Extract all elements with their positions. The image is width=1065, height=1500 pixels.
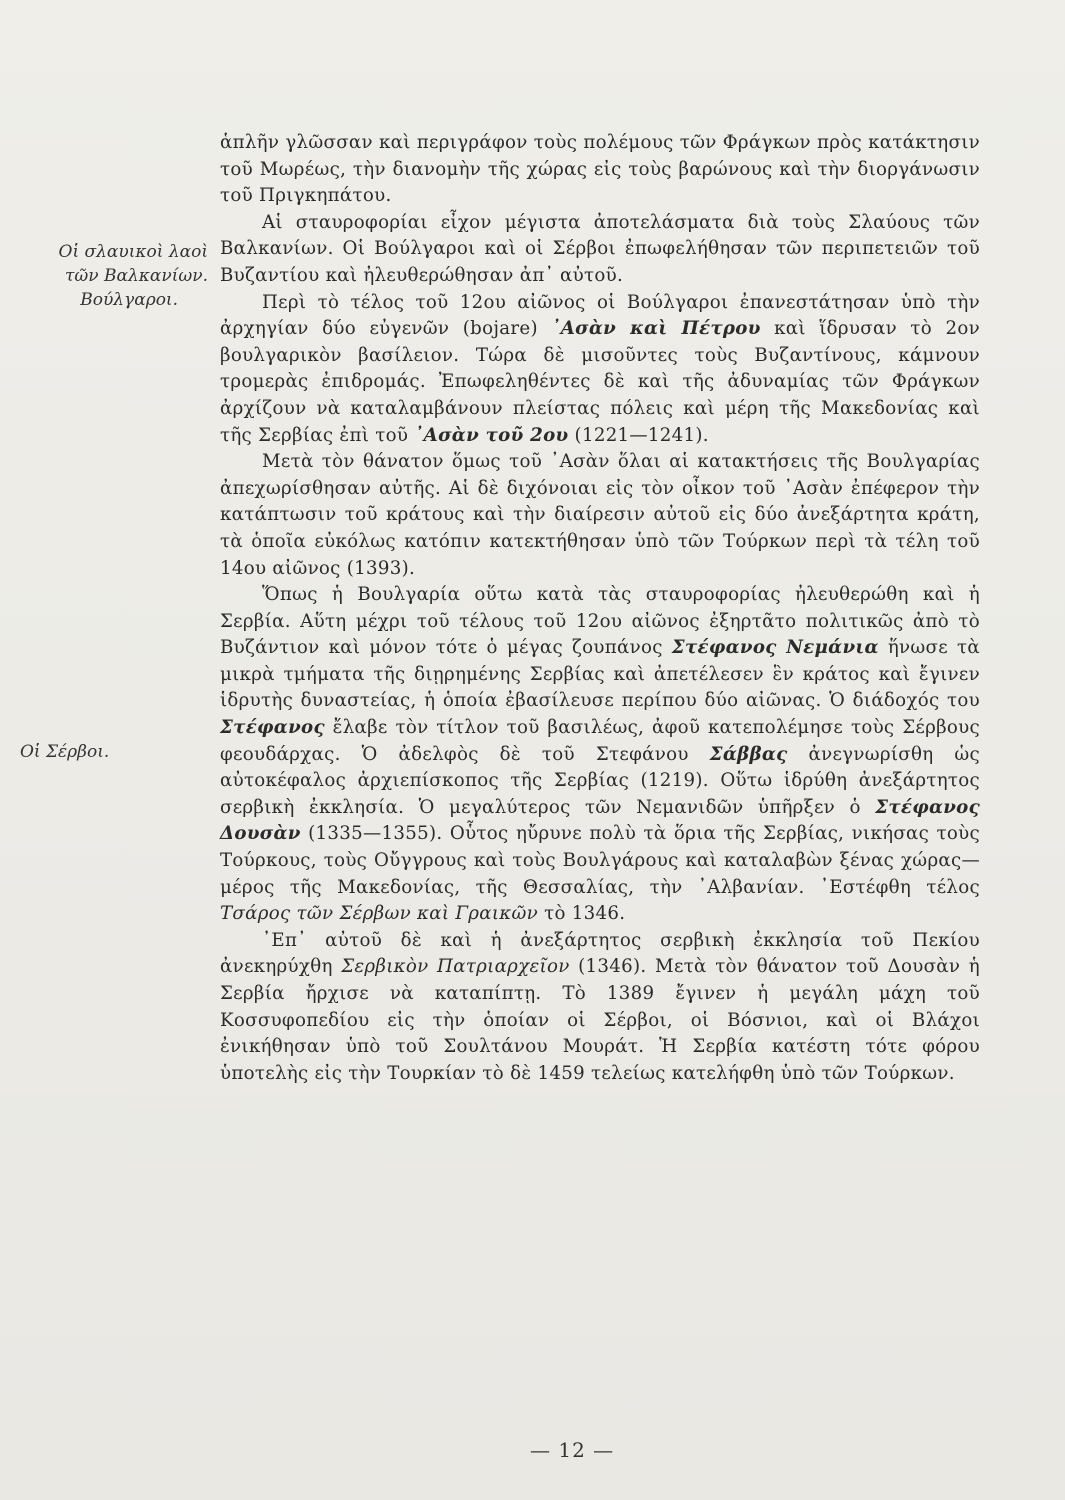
name-stefan-dusan: Στέφανος Δουσὰν bbox=[220, 796, 980, 845]
paragraph-3 bbox=[220, 290, 980, 450]
paragraph-5-c: ἔλαβε τὸν τίτλον τοῦ βασιλέως, ἀφοῦ κατεπολέμησε τοὺς Σέρβους φεουδάρχας. Ὁ ἀδελφὸς δὲ τοῦ Στεφάνου bbox=[220, 717, 980, 765]
body-text bbox=[220, 130, 980, 1087]
paragraph-6-b: (1346). Μετὰ τὸν θάνατον τοῦ Δουσὰν ἡ Σερβία ἤρχισε νὰ καταπίπτῃ. Τὸ 1389 ἔγινεν ἡ μεγάλη μάχη τοῦ Κοσσυφοπεδίου εἰς τὴν ὁποίαν οἱ Σέρβοι, οἱ Βόσνιοι, καὶ οἱ Βλάχοι ἐνικήθησαν ὑπὸ τοῦ Σουλτάνου Μουράτ. Ἡ Σερβία κατέστη τότε φόρου ὑποτελὴς εἰς τὴν Τουρκίαν τὸ δὲ 1459 τελείως κατελήφθη ὑπὸ τῶν Τούρκων. bbox=[220, 956, 980, 1084]
margin-note-slavs-line3: Βούλγαροι. bbox=[80, 290, 178, 310]
margin-note-serbs: Οἱ Σέρβοι. bbox=[20, 742, 110, 762]
paragraph-6-a: ᾽Επ᾽ αὐτοῦ δὲ καὶ ἡ ἀνεξάρτητος σερβικὴ ἐκκλησία τοῦ Πεκίου ἀνεκηρύχθη bbox=[220, 929, 980, 978]
name-stefan: Στέφανος bbox=[220, 717, 325, 739]
name-asan-2: ᾽Ασὰν τοῦ 2ου bbox=[414, 424, 569, 446]
paragraph-5-e: (1335—1355). Οὗτος ηὔρυνε πολὺ τὰ ὅρια τῆς Σερβίας, νικήσας τοὺς Τούρκους, τοὺς Οὔγγρους καὶ τοὺς Βουλγάρους καὶ καταλαβὼν ξένας χώρας—μέρος τῆς Μακεδονίας, τῆς Θεσσαλίας, τὴν ᾽Αλβανίαν. ᾽Εστέφθη τέλος bbox=[220, 823, 980, 898]
title-tsar: Τσάρος τῶν Σέρβων καὶ Γραικῶν bbox=[220, 903, 539, 925]
paragraph-5-f: τὸ 1346. bbox=[538, 903, 626, 925]
margin-note-slavs-line2: τῶν Βαλκανίων. bbox=[65, 266, 208, 286]
paragraph-5-b: ἥνωσε τὰ μικρὰ τμήματα τῆς διῃρημένης Σερβίας καὶ ἀπετέλεσεν ἓν κράτος καὶ ἔγινεν ἱδρυτὴς δυναστείας, ἡ ὁποία ἐβασίλευσε περίπου δύο αἰῶνας. Ὁ διάδοχός του bbox=[220, 637, 980, 712]
paragraph-4: Μετὰ τὸν θάνατον ὅμως τοῦ ᾽Ασὰν ὅλαι αἱ κατακτήσεις τῆς Βουλγαρίας ἀπεχωρίσθησαν αὐτῆς. Αἱ δὲ διχόνοιαι εἰς τὸν οἶκον τοῦ ᾽Ασὰν ἐπέφερον τὴν κατάπτωσιν τοῦ κράτους καὶ τὴν διαίρεσιν αὐτοῦ εἰς δύο ἀνεξάρτητα κράτη, τὰ ὁποῖα εὐκόλως κατόπιν κατεκτήθησαν ὑπὸ τῶν Τούρκων περὶ τὰ τέλη τοῦ 14ου αἰῶνος (1393). bbox=[220, 451, 980, 579]
paragraph-1: ἁπλῆν γλῶσσαν καὶ περιγράφον τοὺς πολέμους τῶν Φράγκων πρὸς κατάκτησιν τοῦ Μωρέως, τὴν διανομὴν τῆς χώρας εἰς τοὺς βαρώνους καὶ τὴν διοργάνωσιν τοῦ Πριγκηπάτου. bbox=[220, 132, 980, 207]
paragraph-3-a: Περὶ τὸ τέλος τοῦ 12ου αἰῶνος οἱ Βούλγαροι ἐπανεστάτησαν ὑπὸ τὴν ἀρχηγίαν δύο εὐγενῶν (bojare) bbox=[220, 291, 980, 340]
paragraph-3-c: (1221—1241). bbox=[568, 424, 709, 446]
margin-note-slavs-line1: Οἱ σλαυικοὶ λαοὶ bbox=[58, 242, 208, 262]
paragraph-6 bbox=[220, 928, 980, 1088]
title-patriarchate: Σερβικὸν Πατριαρχεῖον bbox=[341, 956, 570, 978]
name-asan-petros: ᾽Ασὰν καὶ Πέτρου bbox=[551, 318, 761, 340]
paragraph-2: Αἱ σταυροφορίαι εἶχον μέγιστα ἀποτελάσματα διὰ τοὺς Σλαύους τῶν Βαλκανίων. Οἱ Βούλγαροι καὶ οἱ Σέρβοι ἐπωφελήθησαν τῶν περιπετειῶν τοῦ Βυζαντίου καὶ ἠλευθερώθησαν ἀπ᾽ αὐτοῦ. bbox=[220, 211, 980, 286]
paragraph-5 bbox=[220, 582, 980, 928]
paragraph-5-d: ἀνεγνωρίσθη ὡς αὐτοκέφαλος ἀρχιεπίσκοπος τῆς Σερβίας (1219). Οὕτω ἱδρύθη ἀνεξάρτητος σερβικὴ ἐκκλησία. Ὁ μεγαλύτερος τῶν Νεμανιδῶν ὑπῆρξεν ὁ bbox=[220, 743, 981, 818]
margin-note-slavs bbox=[8, 240, 208, 312]
name-stefan-nemanja: Στέφανος Νεμάνια bbox=[671, 637, 879, 659]
name-savvas: Σάββας bbox=[709, 743, 788, 765]
paragraph-3-b: καὶ ἵδρυσαν τὸ 2ον βουλγαρικὸν βασίλειον. Τώρα δὲ μισοῦντες τοὺς Βυζαντίνους, κάμνουν τρομερὰς ἐπιδρομάς. Ἐπωφεληθέντες δὲ καὶ τῆς ἀδυναμίας τῶν Φράγκων ἀρχίζουν νὰ καταλαμβάνουν πλείστας πόλεις καὶ μέρη τῆς Μακεδονίας καὶ τῆς Σερβίας ἐπὶ τοῦ bbox=[220, 318, 980, 446]
page-number: — 12 — bbox=[530, 1438, 615, 1462]
paragraph-5-a: Ὅπως ἡ Βουλγαρία οὕτω κατὰ τὰς σταυροφορίας ἠλευθερώθη καὶ ἡ Σερβία. Αὕτη μέχρι τοῦ τέλους τοῦ 12ου αἰῶνος ἐξηρτᾶτο πολιτικῶς ἀπὸ τὸ Βυζάντιον καὶ μόνον τότε ὁ μέγας ζουπάνος bbox=[220, 584, 980, 659]
